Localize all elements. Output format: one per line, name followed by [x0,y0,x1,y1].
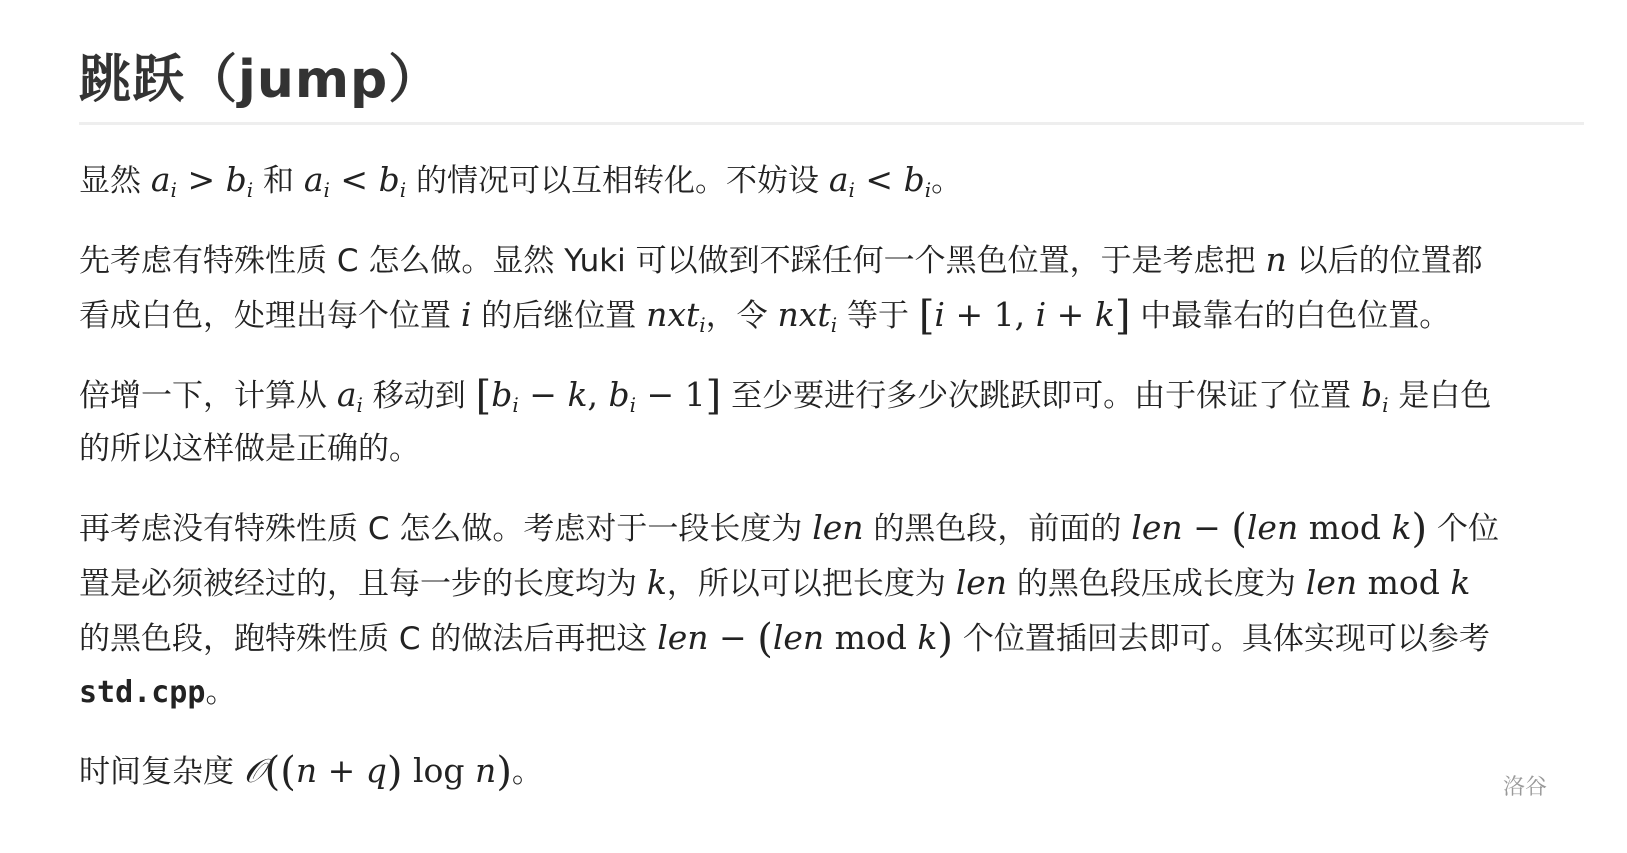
math-b-i: $b_i$ [1360,375,1389,417]
math-paren: ) [496,749,512,795]
text: ，令 [705,298,778,334]
text: 和 [253,163,304,199]
math-k: k [1094,295,1115,334]
math-op: + [944,295,994,334]
paragraph-5 [79,744,1584,799]
text: 时间复杂度 [79,754,244,790]
math-b-i: $b_i$ [378,160,407,202]
math-paren: ( [264,749,281,795]
math-mod: mod [1357,563,1451,602]
math-q: q [365,751,387,790]
math-n: n [295,751,318,790]
math-b-i: $b_i$ [225,160,254,202]
math-op: − [635,375,685,414]
text: 是白色 [1388,378,1492,414]
math-one: 1 [684,375,706,414]
math-op: − [1182,508,1232,547]
math-one: 1 [993,295,1015,334]
math-op: < [329,160,379,199]
math-a-i: $a_i$ [303,160,330,202]
text: 的所以这样做是正确的。 [79,431,420,467]
text: ，所以可以把长度为 [666,566,956,602]
math-len: len [1246,508,1299,547]
text: 移动到 [362,378,476,414]
math-len: len [772,618,825,657]
math-mod: mod [824,618,918,657]
math-paren: ( [280,749,296,795]
paragraph-3 [79,368,1584,476]
math-len: len [955,563,1008,602]
text: 中最靠右的白色位置。 [1130,298,1451,334]
math-op: + [1046,295,1095,334]
math-len: len [1305,563,1358,602]
math-len: len [812,508,864,547]
math-comma: , [1014,295,1036,334]
solution-article [79,40,1584,824]
math-paren: ) [1411,506,1428,552]
math-a-i: $a_i$ [828,160,855,202]
math-nxt-i: nxt$_i$ [777,295,838,337]
math-comma: , [587,375,609,414]
math-k: k [646,563,667,602]
math-op: − [708,618,758,657]
math-paren: ( [757,616,773,662]
text: 。 [511,754,543,790]
page-title: 跳跃（jump） [79,50,442,110]
math-bracket: ] [1114,293,1131,339]
math-op: < [854,160,904,199]
math-k: k [1450,563,1471,602]
math-i: i [1035,295,1047,334]
math-k: k [1391,508,1412,547]
math-mod: mod [1298,508,1392,547]
text: 置是必须被经过的，且每一步的长度均为 [79,566,647,602]
text: 。 [205,674,237,710]
math-paren: ( [1231,506,1247,552]
text: 显然 [79,163,151,199]
math-bracket: [ [918,293,935,339]
text: 个位 [1427,511,1499,547]
math-op: + [317,751,366,790]
math-bracket: [ [475,373,492,419]
text: 先考虑有特殊性质 C 怎么做。显然 Yuki 可以做到不踩任何一个黑色位置，于是考虑把 [79,243,1266,279]
math-n: n [475,751,497,790]
paragraph-2 [79,233,1584,343]
math-nxt-i: nxt$_i$ [646,295,706,337]
text: 看成白色，处理出每个位置 [79,298,461,334]
math-i: i [460,295,472,334]
luogu-watermark: 洛谷 [1502,775,1547,800]
math-b-i: $b_i$ [608,375,636,417]
math-op: − [518,375,568,414]
math-bracket: ] [705,373,722,419]
text: 的黑色段，前面的 [863,511,1132,547]
text: 的黑色段，跑特殊性质 C 的做法后再把这 [79,621,658,657]
text: 等于 [837,298,919,334]
title-divider [79,122,1584,125]
paragraph-4 [79,501,1584,719]
text: 倍增一下，计算从 [79,378,337,414]
text: 以后的位置都 [1286,243,1483,279]
math-log: log [402,751,476,790]
math-big-o: 𝒪 [243,751,265,790]
math-a-i: $a_i$ [336,375,363,417]
math-i: i [934,295,945,334]
text: 再考虑没有特殊性质 C 怎么做。考虑对于一段长度为 [79,511,813,547]
math-len: len [1131,508,1183,547]
math-b-i: $b_i$ [491,375,519,417]
code-filename: std.cpp [79,675,206,710]
math-k: k [567,375,588,414]
text: 至少要进行多少次跳跃即可。由于保证了位置 [721,378,1361,414]
math-paren: ) [386,749,403,795]
paragraph-1 [79,153,1584,208]
math-b-i: $b_i$ [903,160,932,202]
math-paren: ) [937,616,954,662]
math-a-i: $a_i$ [150,160,177,202]
text: 个位置插回去即可。具体实现可以参考 [953,621,1490,657]
math-k: k [917,618,938,657]
text: 的后继位置 [471,298,647,334]
math-n: n [1265,240,1287,279]
text: 。 [931,163,963,199]
math-op: > [176,160,226,199]
text: 的情况可以互相转化。不妨设 [406,163,829,199]
math-len: len [657,618,709,657]
text: 的黑色段压成长度为 [1007,566,1306,602]
